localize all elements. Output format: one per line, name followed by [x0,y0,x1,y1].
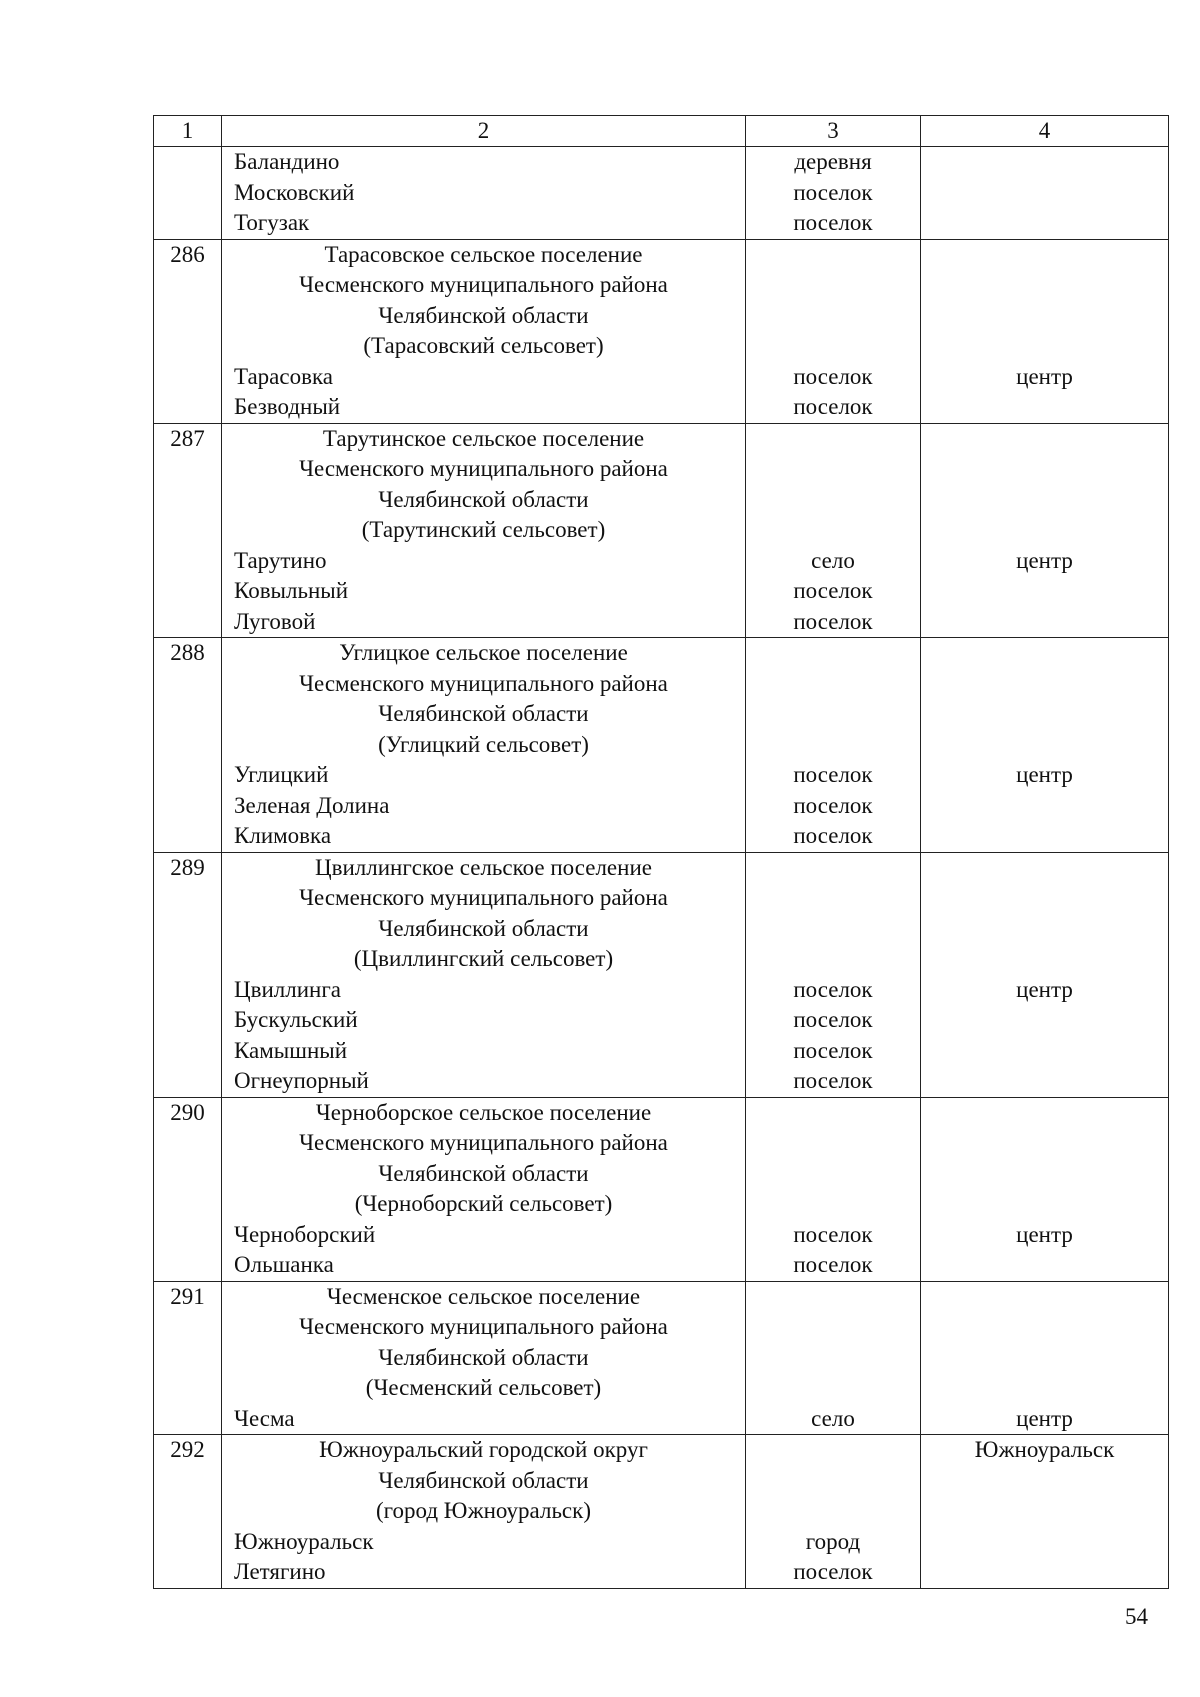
settlement-type: поселок [793,1007,873,1032]
municipality-title-line: Челябинской области [378,915,589,941]
settlement-cell [222,239,746,423]
settlement-type: поселок [793,1252,873,1277]
row-number-cell [154,1435,222,1589]
type-cell [746,852,921,1097]
settlement-name: Луговой [234,608,316,634]
municipality-title-line: Тарутинское сельское поселение [322,425,645,451]
column-header: 4 [921,116,1169,147]
page-number: 54 [1125,1604,1148,1629]
center-note: центр [1016,547,1073,573]
settlement-type: поселок [793,578,873,603]
municipality-title-line: Тарасовское сельское поселение [324,241,643,267]
type-cell [746,423,921,638]
row-number-cell [154,638,222,853]
settlement-name: Тарасовка [234,363,333,389]
note-cell [921,852,1169,1097]
settlement-cell [222,1097,746,1281]
note-cell [921,1281,1169,1435]
municipality-title-line: Чесменское сельское поселение [326,1283,641,1309]
settlement-name: Летягино [234,1559,326,1584]
municipality-title-line: Челябинской области [378,1160,589,1186]
municipality-title-line: Чесменского муниципального района [299,885,668,910]
center-note: центр [1016,363,1073,389]
row-number-cell [154,423,222,638]
row-number: 287 [170,425,205,451]
row-number: 290 [170,1099,205,1125]
settlement-type: деревня [794,149,872,174]
municipality-title-line: (город Южноуральск) [376,1498,591,1523]
type-cell [746,638,921,853]
row-number: 289 [170,854,205,880]
table-row [154,852,1169,1097]
settlement-name: Ольшанка [234,1252,334,1277]
row-number [154,147,221,178]
municipality-title-line: (Чесменский сельсовет) [365,1375,602,1400]
settlement-type: поселок [793,1068,873,1093]
settlement-type: поселок [793,976,873,1002]
table-header-row [154,116,1169,147]
table-row [154,1097,1169,1281]
municipality-title-line: Челябинской области [378,486,589,512]
settlement-type: поселок [793,394,873,419]
table-row [154,423,1169,638]
admin-center-note: Южноуральск [974,1437,1115,1462]
settlement-name: Чесма [234,1405,295,1431]
municipality-title-line: Углицкое сельское поселение [339,640,628,665]
settlement-type: поселок [793,363,873,389]
settlement-type: поселок [793,210,873,235]
settlement-cell [222,1435,746,1589]
column-header: 3 [746,116,921,147]
municipality-title-line: (Тарутинский сельсовет) [361,517,606,542]
type-cell [746,1097,921,1281]
settlement-cell [222,852,746,1097]
settlement-name: Бускульский [234,1007,358,1032]
settlement-name: Баландино [234,149,340,174]
settlement-name: Тогузак [234,210,310,235]
municipality-title-line: Цвиллингское сельское поселение [315,854,652,880]
settlement-type: село [811,547,855,573]
note-cell [921,147,1169,240]
row-number-cell [154,1281,222,1435]
settlement-type: поселок [793,823,873,848]
note-cell [921,239,1169,423]
settlement-type: поселок [793,792,873,818]
settlement-type: село [811,1405,855,1431]
row-number: 288 [170,640,205,665]
type-cell [746,1435,921,1589]
row-number-cell [154,1097,222,1281]
type-cell [746,147,921,240]
municipality-title-line: Челябинской области [378,1344,589,1370]
table-row [154,147,1169,240]
note-cell [921,423,1169,638]
row-number-cell [154,239,222,423]
municipality-title-line: Чесменского муниципального района [299,456,668,481]
settlement-name: Огнеупорный [234,1068,369,1093]
municipality-title-line: Челябинской области [378,302,589,328]
settlement-name: Московский [234,179,355,205]
settlement-name: Тарутино [234,547,327,573]
settlement-name: Южноуральск [234,1528,374,1554]
municipality-title-line: Чесменского муниципального района [299,670,668,696]
municipality-title-line: (Черноборский сельсовет) [354,1191,613,1216]
type-cell [746,239,921,423]
settlement-type: поселок [793,179,873,205]
note-cell [921,1435,1169,1589]
settlements-table [153,115,1169,1589]
settlement-cell [222,423,746,638]
municipality-title-line: Южноуральский городской округ [319,1437,648,1462]
table-row [154,239,1169,423]
settlement-name: Камышный [234,1037,348,1063]
settlement-name: Безводный [234,394,341,419]
row-number: 292 [170,1437,205,1462]
settlement-cell [222,1281,746,1435]
municipality-title-line: Черноборское сельское поселение [315,1099,652,1125]
column-header: 2 [222,116,746,147]
settlement-name: Ковыльный [234,578,349,603]
center-note: центр [1016,1405,1073,1431]
municipality-title-line: (Цвиллингский сельсовет) [353,946,614,971]
settlement-cell [222,638,746,853]
settlement-type: поселок [793,1037,873,1063]
column-header: 1 [154,116,222,147]
note-cell [921,1097,1169,1281]
type-cell [746,1281,921,1435]
center-note: центр [1016,762,1073,787]
row-number: 291 [170,1283,205,1309]
municipality-title-line: Челябинской области [378,1467,589,1493]
note-cell [921,638,1169,853]
settlement-type: поселок [793,1221,873,1247]
center-note: центр [1016,976,1073,1002]
settlement-name: Климовка [234,823,332,848]
table-row [154,1435,1169,1589]
settlement-cell [222,147,746,240]
settlement-type: поселок [793,1559,873,1584]
settlement-type: поселок [793,762,873,787]
settlement-type: поселок [793,608,873,634]
row-number-cell [154,147,222,240]
table-row [154,638,1169,853]
municipality-title-line: Чесменского муниципального района [299,272,668,297]
center-note: центр [1016,1221,1073,1247]
settlement-type: город [805,1528,861,1554]
municipality-title-line: Чесменского муниципального района [299,1130,668,1155]
row-number-cell [154,852,222,1097]
settlement-name: Цвиллинга [234,976,341,1002]
settlement-name: Зеленая Долина [234,792,390,818]
municipality-title-line: Чесменского муниципального района [299,1314,668,1339]
municipality-title-line: (Тарасовский сельсовет) [363,333,604,358]
settlement-name: Углицкий [234,762,329,787]
municipality-title-line: (Углицкий сельсовет) [378,731,589,757]
table-row [154,1281,1169,1435]
settlement-name: Черноборский [234,1221,376,1247]
municipality-title-line: Челябинской области [378,701,589,726]
row-number: 286 [170,241,205,267]
